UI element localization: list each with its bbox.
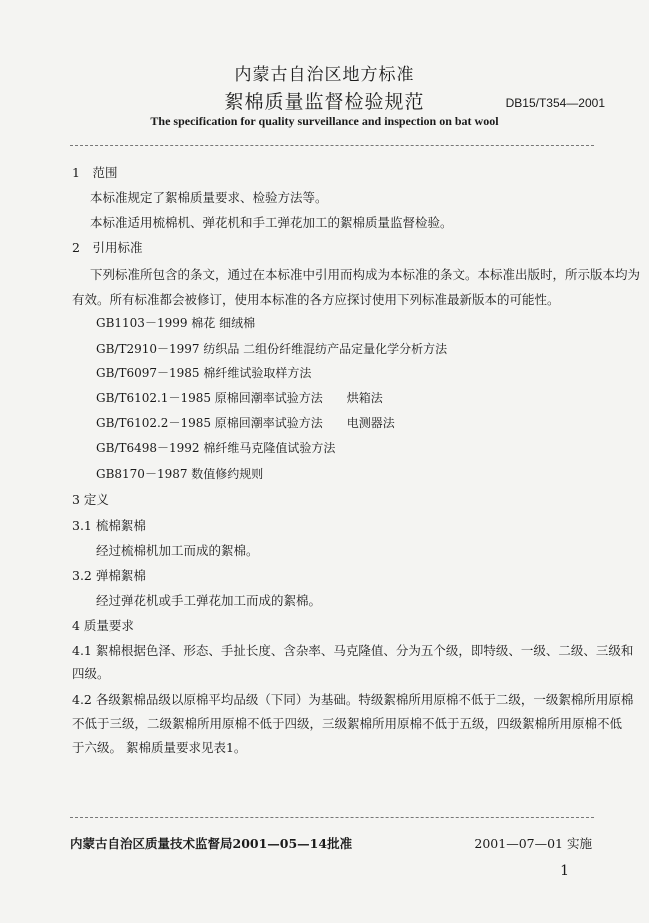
subsection-3-1-heading: 3.1 梳棉絮棉 xyxy=(72,518,146,533)
page-number: 1 xyxy=(560,863,569,879)
section-2-heading: 2 引用标准 xyxy=(72,240,143,255)
reference-item: GB/T2910－1997 纺织品 二组份纤维混纺产品定量化学分析方法 xyxy=(96,342,448,356)
section-2-paragraph: 有效。所有标准都会被修订，使用本标准的各方应探讨使用下列标准最新版本的可能性。 xyxy=(72,292,560,307)
standard-title: 絮棉质量监督检验规范 xyxy=(224,91,425,113)
reference-item: GB1103－1999 棉花 细绒棉 xyxy=(96,316,256,330)
subsection-3-2-text: 经过弹花机或手工弹花加工而成的絮棉。 xyxy=(96,593,322,608)
header-divider xyxy=(70,145,594,146)
subsection-3-2-heading: 3.2 弹棉絮棉 xyxy=(72,568,146,583)
reference-item: GB/T6102.2－1985 原棉回潮率试验方法 电测器法 xyxy=(96,416,395,430)
implementation-date: 2001—07—01 实施 xyxy=(474,836,592,851)
section-1-paragraph: 本标准规定了絮棉质量要求、检验方法等。 xyxy=(90,190,328,205)
reference-item: GB/T6097－1985 棉纤维试验取样方法 xyxy=(96,366,312,380)
standard-code: DB15/T354—2001 xyxy=(505,96,605,110)
section-1-paragraph: 本标准适用梳棉机、弹花机和手工弹花加工的絮棉质量监督检验。 xyxy=(90,215,453,230)
subsection-3-1-text: 经过梳棉机加工而成的絮棉。 xyxy=(96,543,259,558)
reference-item: GB/T6498－1992 棉纤维马克隆值试验方法 xyxy=(96,441,336,455)
standard-region-title: 内蒙古自治区地方标准 xyxy=(234,65,415,85)
section-4-heading: 4 质量要求 xyxy=(72,618,134,633)
section-3-heading: 3 定义 xyxy=(72,492,109,507)
standard-title-english: The specification for quality surveillance and inspection on bat wool xyxy=(150,114,499,128)
section-2-paragraph: 下列标准所包含的条文，通过在本标准中引用而构成为本标准的条文。本标准出版时，所示版本均为 xyxy=(90,267,641,282)
section-1-heading: 1 范围 xyxy=(72,165,118,180)
reference-item: GB8170－1987 数值修约规则 xyxy=(96,467,264,481)
reference-item: GB/T6102.1－1985 原棉回潮率试验方法 烘箱法 xyxy=(96,391,383,405)
section-4-1-text: 四级。 xyxy=(72,666,110,681)
approval-date: 内蒙古自治区质量技术监督局2001—05—14批准 xyxy=(70,836,353,851)
footer-divider xyxy=(70,817,594,818)
section-4-1-text: 4.1 絮棉根据色泽、形态、手扯长度、含杂率、马克隆值、分为五个级，即特级、一级、二级、三级和 xyxy=(72,643,634,658)
section-4-2-text: 4.2 各级絮棉品级以原棉平均品级（下同）为基础。特级絮棉所用原棉不低于二级，一级絮棉所用原棉 xyxy=(72,692,634,707)
section-4-2-text: 不低于三级，二级絮棉所用原棉不低于四级，三级絮棉所用原棉不低于五级，四级絮棉所用原棉不低 xyxy=(72,716,623,731)
section-4-2-text: 于六级。 絮棉质量要求见表1。 xyxy=(72,740,247,755)
